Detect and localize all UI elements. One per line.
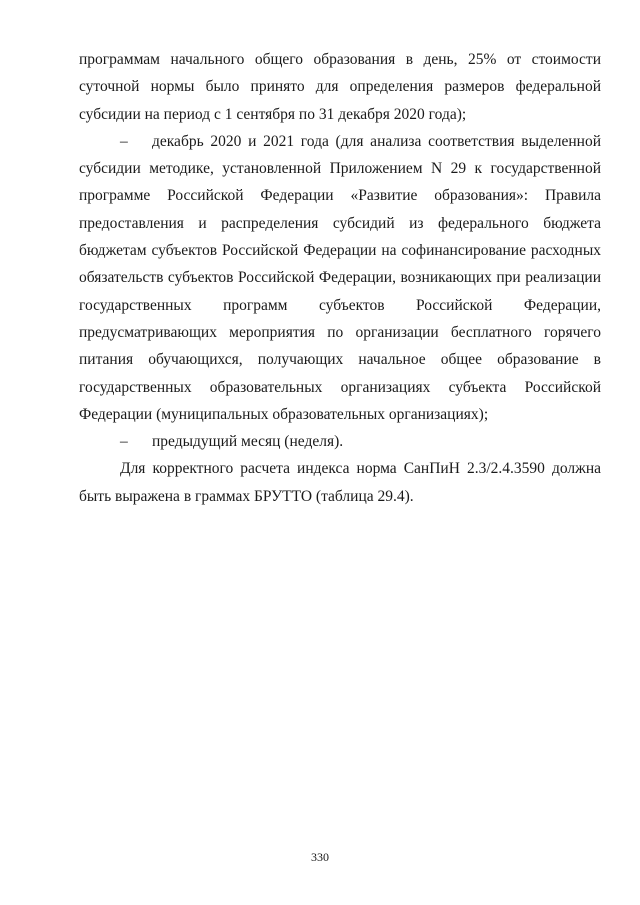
bullet-dash: – xyxy=(120,132,128,150)
bullet-item-december xyxy=(79,128,601,428)
bullet-item-previous-month xyxy=(79,428,601,455)
paragraph-continuation: программам начального общего образования в день, 25% от стоимости суточной нормы было принято для определения размеров федеральной субсидии на период с 1 сентября по 31 декабря 2020 года); xyxy=(79,51,601,123)
paragraph-sanpin-note: Для корректного расчета индекса норма СанПиН 2.3/2.4.3590 должна быть выражена в граммах БРУТТО (таблица 29.4). xyxy=(79,460,601,505)
page-number: 330 xyxy=(311,850,329,864)
bullet-text: декабрь 2020 и 2021 года (для анализа соответствия выделенной субсидии методике, установленной Приложением N 29 к государственной программе Российской Федерации «Развитие образования»: Правила предоставления и распределения субсидий из федерального бюджета бюджетам субъектов Российской Федерации на софинансирование расходных обязательств субъектов Российской Федерации, возникающих при реализации государственных программ субъектов Российской Федерации, предусматривающих мероприятия по организации бесплатного горячего питания обучающихся, получающих начальное общее образование в государственных образовательных организациях субъекта Российской Федерации (муниципальных образовательных организациях); xyxy=(79,132,601,423)
body-text xyxy=(79,46,601,510)
bullet-text: предыдущий месяц (неделя). xyxy=(152,433,344,451)
bullet-dash: – xyxy=(120,433,128,451)
